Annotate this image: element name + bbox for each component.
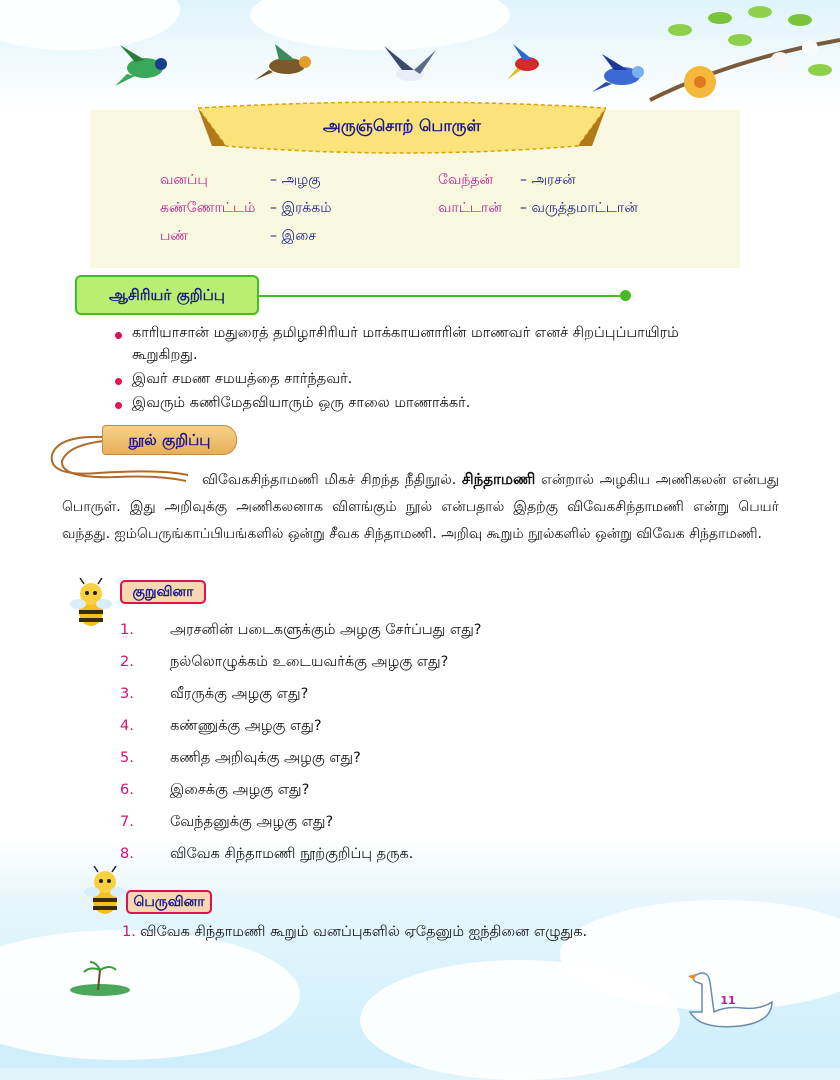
book-note-bold: சிந்தாமணி bbox=[461, 470, 536, 488]
question-number: 7. bbox=[120, 814, 134, 830]
bullet-icon bbox=[115, 332, 122, 339]
question-text: கணித அறிவுக்கு அழகு எது? bbox=[170, 750, 361, 766]
glossary-word: கண்ணோட்டம் bbox=[160, 200, 256, 216]
question-text: விவேக சிந்தாமணி நூற்குறிப்பு தருக. bbox=[170, 846, 414, 862]
bee-mascot-icon bbox=[80, 866, 130, 920]
page-number: 11 bbox=[720, 994, 736, 1007]
book-note-heading: நூல் குறிப்பு bbox=[102, 425, 237, 455]
glossary-word: பண் bbox=[160, 228, 189, 244]
glossary-meaning: – இசை bbox=[270, 228, 317, 244]
question-number: 3. bbox=[120, 686, 134, 702]
divider-dot bbox=[620, 290, 631, 301]
author-bullet: காரியாசான் மதுரைத் தமிழாசிரியர் மாக்காயனாரின் மாணவர் எனச் சிறப்புப்பாயிரம் கூறுகிறது. bbox=[132, 325, 679, 363]
question-number: 5. bbox=[120, 750, 134, 766]
question-text: வீரருக்கு அழகு எது? bbox=[170, 686, 309, 702]
bullet-icon bbox=[115, 402, 122, 409]
author-bullet: இவரும் கணிமேதவியாரும் ஒரு சாலை மாணாக்கர். bbox=[132, 395, 471, 411]
glossary-word: வாட்டான் bbox=[438, 200, 502, 216]
bird-icon bbox=[380, 42, 440, 97]
question-number: 4. bbox=[120, 718, 134, 734]
bird-icon bbox=[255, 42, 325, 87]
bee-mascot-icon bbox=[66, 578, 116, 632]
question-text: விவேக சிந்தாமணி கூறும் வனப்புகளில் ஏதேனும் ஐந்தினை எழுதுக. bbox=[140, 924, 588, 940]
cloud-decoration bbox=[0, 930, 300, 1060]
bird-icon bbox=[505, 40, 550, 85]
question-number: 1. bbox=[120, 622, 134, 638]
question-text: அரசனின் படைகளுக்கும் அழகு சேர்ப்பது எது? bbox=[170, 622, 482, 638]
short-question-heading: குறுவினா bbox=[120, 580, 206, 604]
question-number: 2. bbox=[120, 654, 134, 670]
bird-icon bbox=[115, 40, 175, 90]
glossary-meaning: – அரசன் bbox=[520, 172, 576, 188]
glossary-meaning: – வருத்தமாட்டான் bbox=[520, 200, 638, 216]
glossary-word: வனப்பு bbox=[160, 172, 208, 188]
glossary-meaning: – அழகு bbox=[270, 172, 321, 188]
author-note-heading: ஆசிரியர் குறிப்பு bbox=[75, 275, 259, 315]
island-icon bbox=[60, 960, 140, 1000]
bullet-icon bbox=[115, 378, 122, 385]
question-number: 1. bbox=[122, 924, 136, 940]
book-note-text: விவேகசிந்தாமணி மிகச் சிறந்த நீதிநூல். bbox=[202, 472, 457, 488]
question-text: நல்லொழுக்கம் உடையவர்க்கு அழகு எது? bbox=[170, 654, 449, 670]
flower-icon bbox=[640, 0, 840, 110]
glossary-meaning: – இரக்கம் bbox=[270, 200, 332, 216]
question-number: 8. bbox=[120, 846, 134, 862]
question-text: வேந்தனுக்கு அழகு எது? bbox=[170, 814, 334, 830]
book-note-text: என்றால் அழகிய அணிகலன் என்பது பொருள். இது அறிவுக்கு அணிகலனாக விளங்கும் நூல் என்பதால் இதற்கு விவேகசிந்தாமணி என்று பெயர் வந்தது. ஐம்பெருங்காப்பியங்களில் ஒன்று சீவக சிந்தாமணி. அறிவு கூறும் நூல்களில் ஒன்று விவேக சிந்தாமணி. bbox=[62, 472, 780, 542]
question-number: 6. bbox=[120, 782, 134, 798]
book-note-paragraph bbox=[62, 466, 779, 548]
question-text: கண்ணுக்கு அழகு எது? bbox=[170, 718, 322, 734]
divider bbox=[259, 295, 625, 297]
glossary-title: அருஞ்சொற் பொருள் bbox=[323, 116, 481, 135]
question-text: இசைக்கு அழகு எது? bbox=[170, 782, 310, 798]
long-question-heading: பெருவினா bbox=[126, 890, 212, 914]
author-bullet: இவர் சமண சமயத்தை சார்ந்தவர். bbox=[132, 371, 353, 387]
glossary-word: வேந்தன் bbox=[438, 172, 494, 188]
